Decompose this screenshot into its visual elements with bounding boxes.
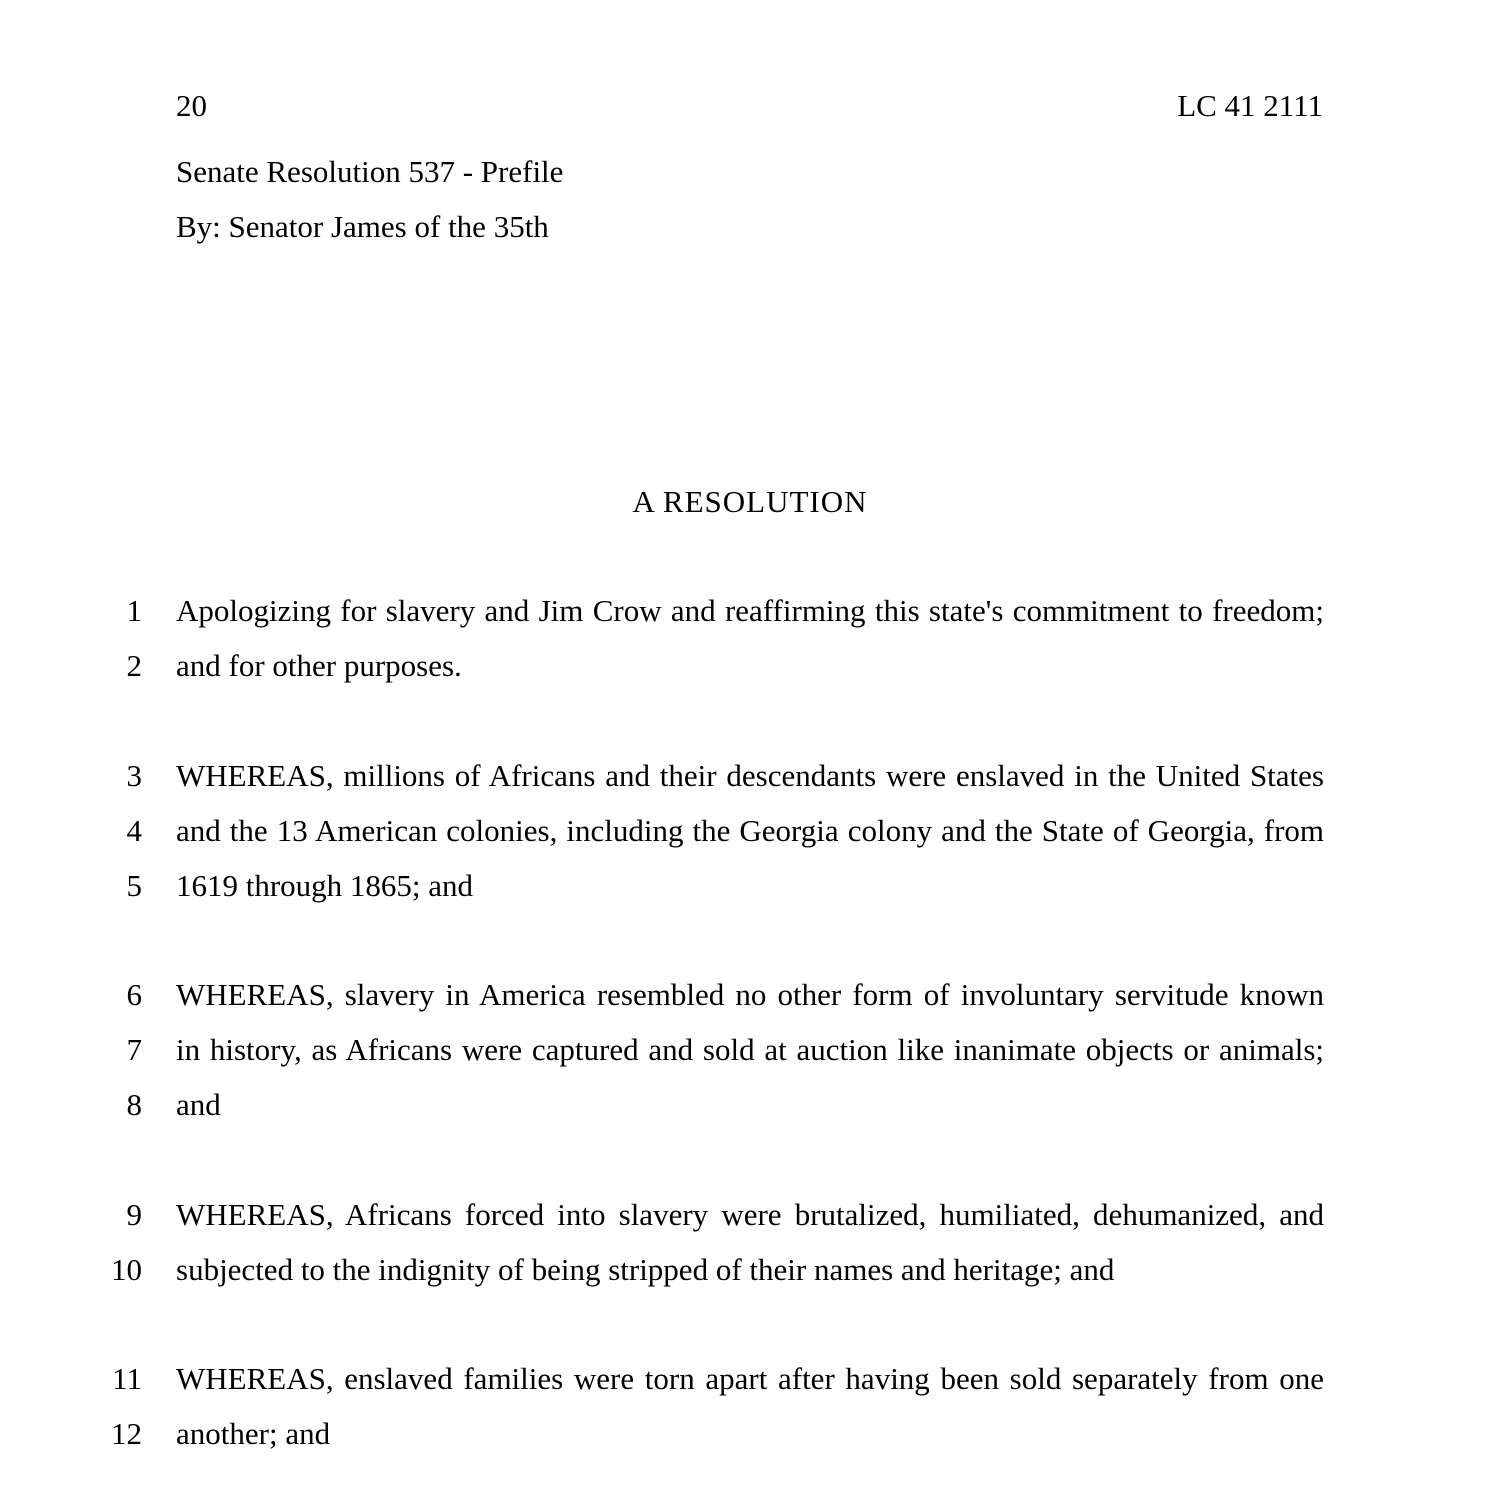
line-number: 12 xyxy=(111,1416,142,1451)
line-text: another; and xyxy=(176,1416,331,1451)
line-text: Apologizing for slavery and Jim Crow and reaffirming this state's commitment to freedom; xyxy=(176,593,1324,628)
line-text: WHEREAS, millions of Africans and their descendants were enslaved in the United States xyxy=(176,758,1324,793)
page-number: 20 xyxy=(176,88,207,123)
text-line xyxy=(0,1195,1500,1235)
line-text: WHEREAS, enslaved families were torn apart after having been sold separately from one xyxy=(176,1361,1324,1396)
text-line xyxy=(0,866,1500,906)
text-line xyxy=(0,646,1500,686)
text-line xyxy=(0,1030,1500,1070)
line-text: in history, as Africans were captured and sold at auction like inanimate objects or animals; xyxy=(176,1032,1324,1067)
text-line xyxy=(0,756,1500,796)
line-text: WHEREAS, Africans forced into slavery were brutalized, humiliated, dehumanized, and xyxy=(176,1197,1324,1232)
document-title: A RESOLUTION xyxy=(632,484,868,519)
line-number: 7 xyxy=(126,1032,142,1067)
line-number: 1 xyxy=(126,593,142,628)
text-line xyxy=(0,811,1500,851)
sponsor-line: By: Senator James of the 35th xyxy=(176,209,549,244)
text-line xyxy=(0,1250,1500,1290)
line-text: subjected to the indignity of being stripped of their names and heritage; and xyxy=(176,1252,1115,1287)
text-line xyxy=(0,975,1500,1015)
line-number: 4 xyxy=(126,813,142,848)
line-text: and xyxy=(176,1087,221,1122)
text-line xyxy=(0,591,1500,631)
line-number: 6 xyxy=(126,977,142,1012)
line-number: 11 xyxy=(112,1361,142,1396)
line-number: 9 xyxy=(126,1197,142,1232)
line-number: 10 xyxy=(111,1252,142,1287)
line-text: and the 13 American colonies, including the Georgia colony and the State of Georgia, from xyxy=(176,813,1324,848)
text-line xyxy=(0,1414,1500,1454)
line-number: 5 xyxy=(126,868,142,903)
line-text: and for other purposes. xyxy=(176,648,462,683)
document-code: LC 41 2111 xyxy=(1177,88,1323,123)
text-line xyxy=(0,1359,1500,1399)
resolution-label: Senate Resolution 537 - Prefile xyxy=(176,154,564,189)
line-number: 3 xyxy=(126,758,142,793)
text-line xyxy=(0,1085,1500,1125)
line-number: 8 xyxy=(126,1087,142,1122)
line-text: WHEREAS, slavery in America resembled no other form of involuntary servitude known xyxy=(176,977,1324,1012)
line-text: 1619 through 1865; and xyxy=(176,868,474,903)
line-number: 2 xyxy=(126,648,142,683)
